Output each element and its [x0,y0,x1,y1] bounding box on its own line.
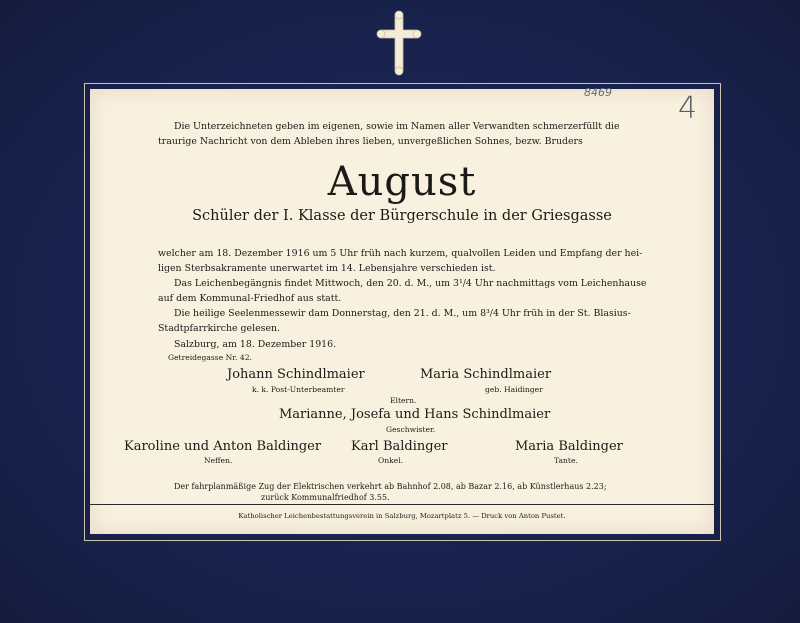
body-line-5: Die heilige Seelenmessewir dam Donnerstag, den 21. d. M., um 8³/4 Uhr früh in der St. Blasius- [174,308,631,319]
father-title: k. k. Post-Unterbeamter [252,385,345,394]
deceased-name: August [327,159,477,205]
printer-footer: Katholischer Leichenbestattungsverein in Salzburg, Mozartplatz 5. — Druck von Anton Pustet. [238,512,566,520]
archive-pencil-mark: 4 [678,91,698,126]
train-notice-line-2: zurück Kommunalfriedhof 3.55. [261,493,390,502]
nephew-label: Neffen. [204,456,233,465]
body-line-4: auf dem Kommunal-Friedhof aus statt. [158,293,342,304]
footer-divider [90,504,714,505]
siblings-names: Marianne, Josefa und Hans Schindlmaier [279,407,551,422]
death-notice-card [90,86,714,534]
parents-label: Eltern. [390,396,417,405]
body-line-1: welcher am 18. Dezember 1916 um 5 Uhr früh nach kurzem, qualvollen Leiden und Empfang der hei- [158,248,643,259]
uncle-name: Karl Baldinger [351,439,448,454]
intro-line-1: Die Unterzeichneten geben im eigenen, sowie im Namen aller Verwandten schmerzerfüllt die [174,121,620,132]
archive-pencil-number: 8469 [584,86,612,99]
intro-line-2: traurige Nachricht von dem Ableben ihres lieben, unvergeßlichen Sohnes, bezw. Bruders [158,136,583,147]
uncle-label: Onkel. [378,456,404,465]
cross-icon [376,10,422,76]
body-line-3: Das Leichenbegängnis findet Mittwoch, den 20. d. M., um 3¹/4 Uhr nachmittags vom Leichenhause [174,278,647,289]
mother-name: Maria Schindlmaier [420,367,552,382]
nephew-names: Karoline und Anton Baldinger [124,439,322,454]
body-line-6: Stadtpfarrkirche gelesen. [158,323,281,334]
mother-note: geb. Haidinger [485,385,543,394]
place-date: Salzburg, am 18. Dezember 1916. [174,339,337,350]
train-notice-line-1: Der fahrplanmäßige Zug der Elektrischen verkehrt ab Bahnhof 2.08, ab Bazar 2.16, ab Künstlerhaus 2.23; [174,482,607,491]
body-line-2: ligen Sterbsakramente unerwartet im 14. Lebensjahre verschieden ist. [158,263,496,274]
aunt-label: Tante. [554,456,578,465]
aunt-name: Maria Baldinger [515,439,623,454]
siblings-label: Geschwister. [386,425,436,434]
address: Getreidegasse Nr. 42. [168,353,252,362]
deceased-description: Schüler der I. Klasse der Bürgerschule in der Griesgasse [192,208,612,224]
father-name: Johann Schindlmaier [227,367,365,382]
